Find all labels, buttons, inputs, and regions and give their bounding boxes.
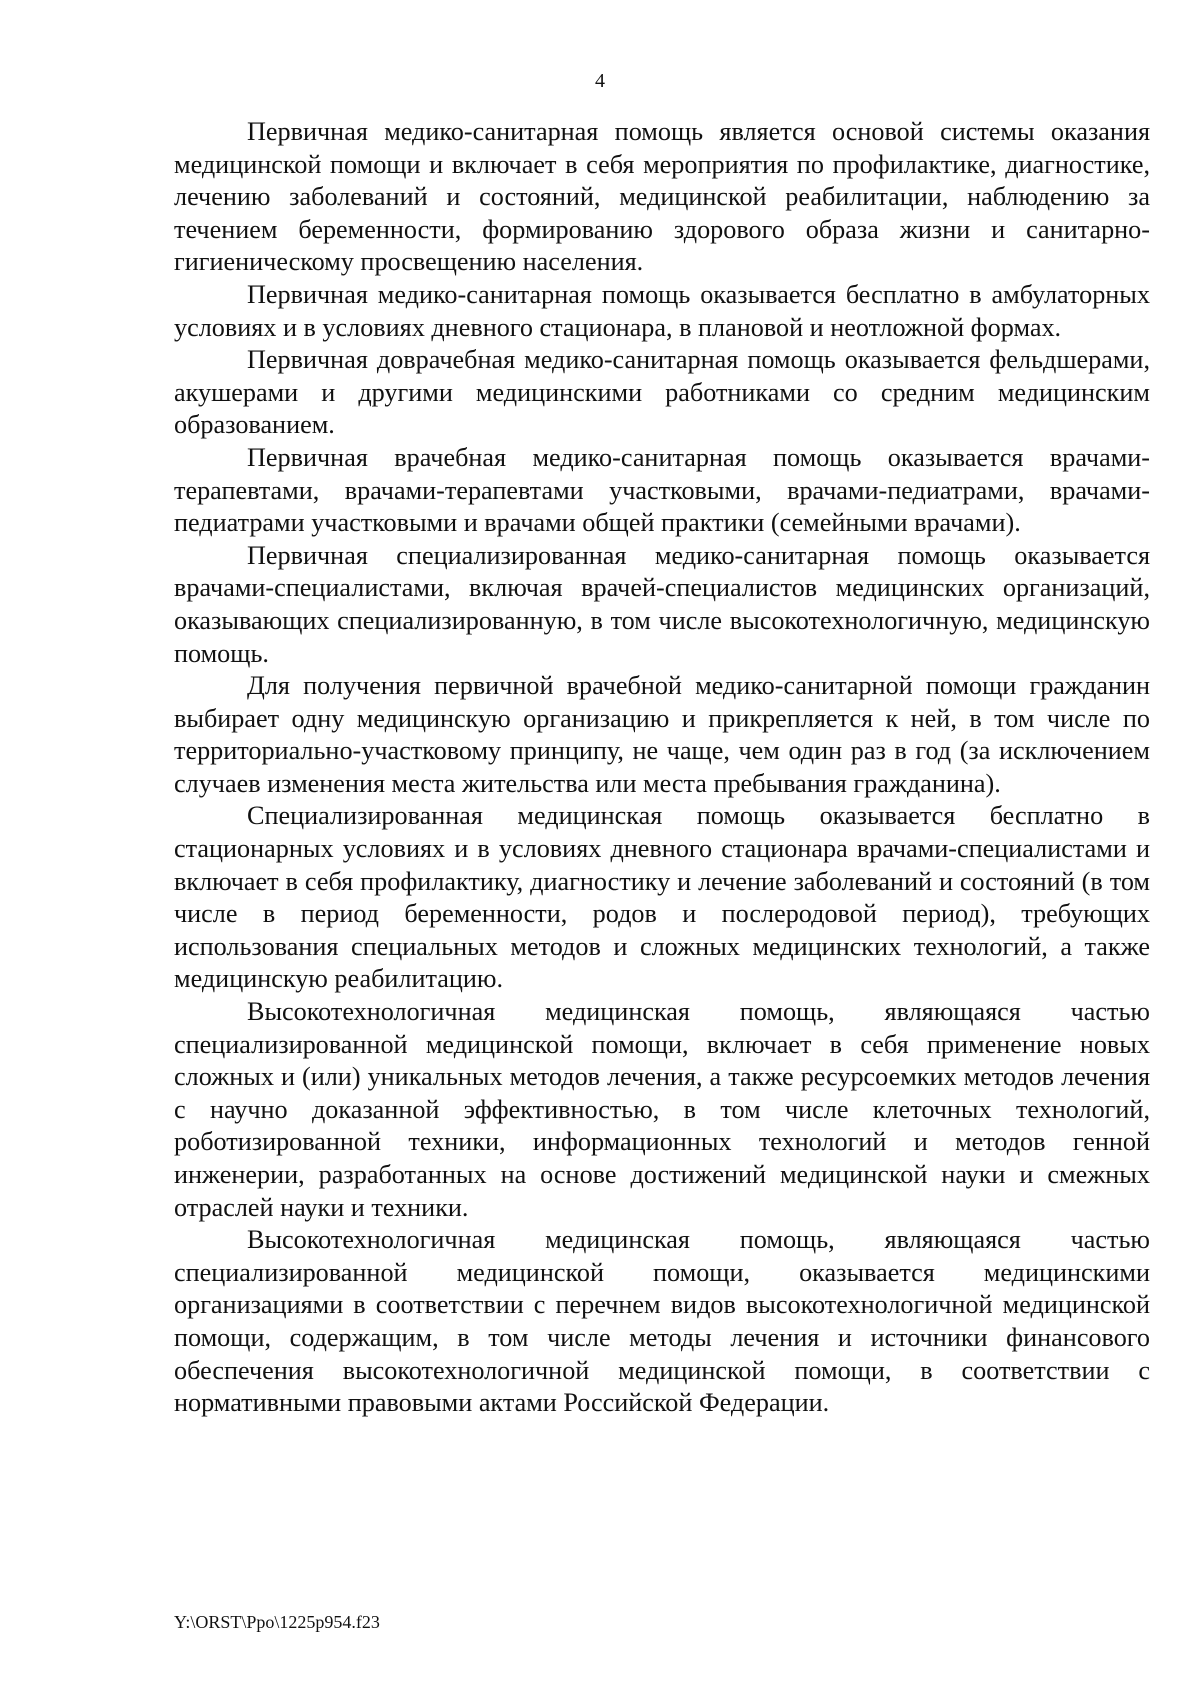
paragraph: Высокотехнологичная медицинская помощь, являющаяся частью специализированной медицинской помощи, включает в себя применение новых сложных и (или) уникальных методов лечения, а также ресурсоемких методов лечения с научно доказанной эффективностью, в том числе клеточных технологий, роботизированной техники, информационных технологий и методов генной инженерии, разработанных на основе достижений медицинской науки и смежных отраслей науки и техники. xyxy=(174,997,1150,1222)
paragraph: Первичная доврачебная медико-санитарная помощь оказывается фельдшерами, акушерами и другими медицинскими работниками со средним медицинским образованием. xyxy=(174,345,1150,440)
document-body xyxy=(174,116,1150,1420)
paragraph: Для получения первичной врачебной медико-санитарной помощи гражданин выбирает одну медицинскую организацию и прикрепляется к ней, в том числе по территориально-участковому принципу, не чаще, чем один раз в год (за исключением случаев изменения места жительства или места пребывания гражданина). xyxy=(174,671,1150,798)
file-path-footer: Y:\ORST\Ppo\1225p954.f23 xyxy=(174,1612,380,1632)
paragraph: Первичная специализированная медико-санитарная помощь оказывается врачами-специалистами, включая врачей-специалистов медицинских организаций, оказывающих специализированную, в том числе высокотехнологичную, медицинскую помощь. xyxy=(174,540,1150,668)
paragraph: Первичная медико-санитарная помощь является основой системы оказания медицинской помощи и включает в себя мероприятия по профилактике, диагностике, лечению заболеваний и состояний, медицинской реабилитации, наблюдению за течением беременности, формированию здорового образа жизни и санитарно-гигиеническому просвещению населения. xyxy=(174,117,1150,277)
paragraph: Высокотехнологичная медицинская помощь, являющаяся частью специализированной медицинской помощи, оказывается медицинскими организациями в соответствии с перечнем видов высокотехнологичной медицинской помощи, содержащим, в том числе методы лечения и источники финансового обеспечения высокотехнологичной медицинской помощи, в соответствии с нормативными правовыми актами Российской Федерации. xyxy=(174,1225,1150,1418)
page-number: 4 xyxy=(595,70,605,92)
paragraph: Первичная медико-санитарная помощь оказывается бесплатно в амбулаторных условиях и в условиях дневного стационара, в плановой и неотложной формах. xyxy=(174,279,1150,342)
paragraph: Специализированная медицинская помощь оказывается бесплатно в стационарных условиях и в условиях дневного стационара врачами-специалистами и включает в себя профилактику, диагностику и лечение заболеваний и состояний (в том числе в период беременности, родов и послеродовой период), требующих использования специальных методов и сложных медицинских технологий, а также медицинскую реабилитацию. xyxy=(174,801,1150,994)
paragraph: Первичная врачебная медико-санитарная помощь оказывается врачами-терапевтами, врачами-терапевтами участковыми, врачами-педиатрами, врачами-педиатрами участковыми и врачами общей практики (семейными врачами). xyxy=(174,442,1150,538)
